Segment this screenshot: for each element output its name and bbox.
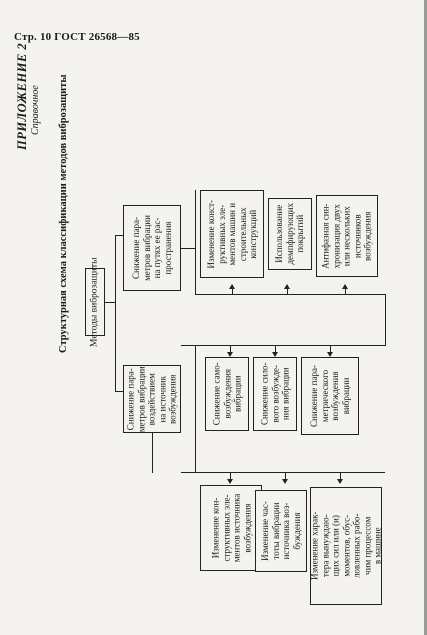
page-header: Стр. 10 ГОСТ 26568—85 <box>14 31 140 43</box>
root-label: Методы виброзащиты <box>89 257 100 347</box>
bottom-arrow-1 <box>227 479 233 484</box>
bottom-item-box-2 <box>255 490 307 572</box>
bottom-arrow-2 <box>282 479 288 484</box>
left-branch-box <box>123 365 181 433</box>
bottom-item-label-2: Изменение час- тоты вибрации источника воз- буждения <box>260 501 302 561</box>
middle-item-label-1: Снижение само- возбуждения вибрации <box>211 362 243 426</box>
bottom-arrow-3 <box>337 479 343 484</box>
middle-bus-stub <box>181 345 195 346</box>
middle-item-box-3 <box>301 357 359 435</box>
connector-to-right-branch <box>115 235 123 236</box>
connector-to-left-branch <box>115 391 123 392</box>
right-item-box-1 <box>200 190 264 278</box>
bottom-item-box-3 <box>310 487 382 605</box>
left-branch-label: Снижение пара- метров вибрации воздействием на источник возбуждения <box>125 366 178 432</box>
bottom-bus-link <box>181 472 231 473</box>
connector-root-spine <box>115 235 116 392</box>
right-arrow-1 <box>229 284 235 289</box>
right-branch-label: Снижение пара- метров вибрации на путях ее рас- пространения <box>131 215 173 281</box>
right-branch-box <box>123 205 181 291</box>
bottom-item-box-1 <box>200 485 262 571</box>
appendix-subtitle: Справочное <box>30 85 41 135</box>
right-group-spine <box>385 294 386 346</box>
middle-item-label-3: Снижение пара- метрического возбуждения вибрации <box>309 365 351 427</box>
bottom-bus <box>230 472 385 473</box>
bottom-bus-from-left <box>152 433 153 473</box>
right-item-label-1: Изменение конст- руктивных эле- ментов машин и строительных конструкций <box>205 199 258 269</box>
schema-title: Структурная схема классификации методов виброзащиты <box>58 74 69 353</box>
right-bus <box>195 190 196 295</box>
middle-bus <box>195 345 385 346</box>
right-group-bus <box>195 294 385 295</box>
right-arrow-2 <box>284 284 290 289</box>
right-bus-stub <box>181 248 195 249</box>
appendix-title: ПРИЛОЖЕНИЕ 2 <box>15 42 29 150</box>
root-box <box>85 257 105 347</box>
right-item-label-3: Антифазная син- хронизация двух или нескольких источников возбуждения <box>320 203 373 269</box>
middle-item-box-2 <box>253 357 297 431</box>
right-item-label-2: Использование демпфирующих покрытий <box>274 203 306 265</box>
right-item-box-3 <box>316 195 378 277</box>
right-item-box-2 <box>268 198 312 270</box>
bottom-item-label-3: Изменение харак- тера вынуждаю- щих сил или (и) моментов, обус- ловленных рабо- чим процессом в машине <box>309 511 383 581</box>
middle-item-box-1 <box>205 357 249 431</box>
middle-item-label-2: Снижение сило- вого возбужде- ния вибрации <box>259 362 291 426</box>
bottom-item-label-1: Изменение кон- структивных эле- ментов источника возбуждения <box>210 493 252 563</box>
bottom-bus-vertical <box>195 345 196 473</box>
right-arrow-3 <box>342 284 348 289</box>
